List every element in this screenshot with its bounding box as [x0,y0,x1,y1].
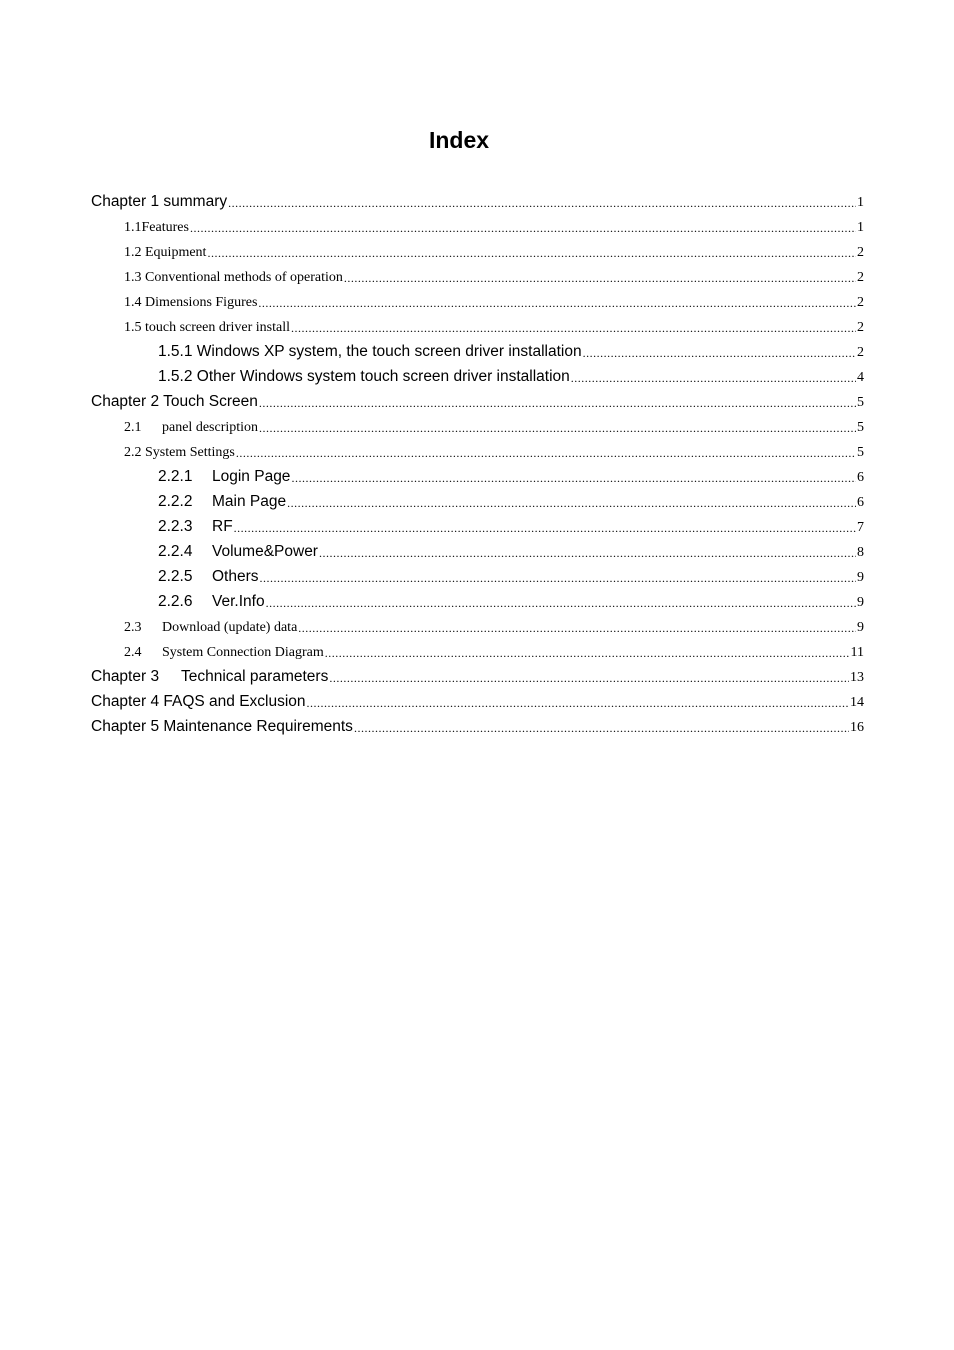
toc-entry-number: 2.2.3 [158,518,193,535]
toc-entry[interactable] [0,415,864,440]
toc-page-number: 5 [857,445,864,460]
toc-page-number: 8 [857,545,864,560]
toc-entry[interactable] [0,440,864,465]
toc-entry-title [124,420,258,436]
dot-leader [287,497,856,511]
dot-leader [583,347,856,361]
toc-entry-number: 2.2.6 [158,593,193,610]
toc-page-number: 16 [850,720,864,735]
toc-entry-title [158,493,286,511]
toc-entry-title [158,518,233,536]
toc-page-number: 9 [857,595,864,610]
toc-entry[interactable] [0,390,864,415]
toc-page-number: 9 [857,570,864,585]
toc-page-number: 7 [857,520,864,535]
toc-entry[interactable] [0,490,864,515]
dot-leader [266,597,856,611]
toc-page-number: 5 [857,395,864,410]
table-of-contents [0,190,954,740]
toc-entry-number: 2.1 [124,420,142,435]
toc-entry[interactable] [0,665,864,690]
toc-entry-text: Volume&Power [212,543,318,560]
toc-entry[interactable] [0,190,864,215]
toc-page-number: 5 [857,420,864,435]
toc-page-number: 4 [857,370,864,385]
dot-leader [319,547,856,561]
toc-entry-text: RF [212,518,233,535]
toc-page-number: 2 [857,320,864,335]
toc-entry[interactable] [0,465,864,490]
dot-leader [325,647,850,661]
toc-entry-text: 1.3 Conventional methods of operation [124,270,343,285]
toc-entry-title [124,620,297,636]
toc-entry[interactable] [0,340,864,365]
toc-entry-title [158,593,265,611]
toc-entry-title [91,718,353,736]
toc-page-number: 6 [857,495,864,510]
toc-entry-title [124,220,189,236]
toc-entry-text: System Connection Diagram [162,645,324,660]
toc-entry[interactable] [0,290,864,315]
toc-entry-number: 2.3 [124,620,142,635]
dot-leader [207,247,856,261]
toc-entry[interactable] [0,215,864,240]
toc-page-number: 14 [850,695,864,710]
dot-leader [298,622,856,636]
dot-leader [259,422,856,436]
toc-entry-text: Chapter 5 Maintenance Requirements [91,718,353,735]
toc-entry-text: 1.5 touch screen driver install [124,320,291,335]
toc-entry[interactable] [0,515,864,540]
dot-leader [236,447,856,461]
toc-page-number: 2 [857,295,864,310]
toc-entry-title [91,193,227,211]
dot-leader [307,697,849,711]
toc-entry[interactable] [0,565,864,590]
toc-entry-number: 2.2.5 [158,568,193,585]
dot-leader [344,272,856,286]
toc-entry-number: 2.2.1 [158,468,193,485]
toc-entry-text: 1.2 Equipment [124,245,207,260]
toc-page-number: 2 [857,345,864,360]
toc-entry-text: 1.1Features [124,220,189,235]
toc-entry-number: Chapter 3 [91,668,160,685]
toc-entry-text: 1.4 Dimensions Figures [124,295,258,310]
toc-entry[interactable] [0,240,864,265]
dot-leader [258,297,856,311]
toc-entry-text: Others [212,568,259,585]
toc-entry-text: 2.2 System Settings [124,445,235,460]
dot-leader [190,222,856,236]
dot-leader [228,197,856,211]
toc-entry-title [158,568,259,586]
toc-entry-title [158,543,318,561]
toc-entry[interactable] [0,640,864,665]
toc-page-number: 2 [857,270,864,285]
toc-entry-text: 1.5.1 Windows XP system, the touch screen driver installation [158,343,582,360]
toc-entry-text: panel description [162,420,259,435]
dot-leader [260,572,856,586]
toc-entry-title [91,393,258,411]
toc-page-number: 9 [857,620,864,635]
toc-entry-number: 2.2.4 [158,543,193,560]
dot-leader [234,522,856,536]
toc-entry-title [158,368,570,386]
toc-entry-text: 1.5.2 Other Windows system touch screen driver installation [158,368,570,385]
toc-entry-text: Technical parameters [181,668,329,685]
toc-entry-title [124,445,235,461]
dot-leader [291,472,856,486]
toc-entry-title [91,668,328,686]
toc-entry-number: 2.4 [124,645,142,660]
toc-entry[interactable] [0,715,864,740]
toc-entry-text: Login Page [212,468,291,485]
toc-page-number: 1 [857,195,864,210]
dot-leader [329,672,849,686]
toc-entry[interactable] [0,615,864,640]
toc-entry-title [158,468,290,486]
toc-entry-text: Chapter 4 FAQS and Exclusion [91,693,306,710]
toc-entry[interactable] [0,365,864,390]
toc-page-number: 2 [857,245,864,260]
toc-page-number: 6 [857,470,864,485]
toc-entry-title [124,295,257,311]
page-title: Index [428,127,490,153]
toc-entry-text: Chapter 1 summary [91,193,228,210]
toc-entry-text: Main Page [212,493,287,510]
toc-page-number: 13 [850,670,864,685]
toc-entry-title [158,343,582,361]
toc-entry-text: Download (update) data [162,620,298,635]
toc-entry-title [124,645,324,661]
toc-entry-title [124,320,290,336]
dot-leader [571,372,856,386]
toc-entry-title [124,245,206,261]
dot-leader [259,397,856,411]
toc-entry-title [91,693,306,711]
toc-entry[interactable] [0,540,864,565]
toc-page-number: 1 [857,220,864,235]
toc-entry-number: 2.2.2 [158,493,193,510]
toc-page-number: 11 [850,645,864,660]
toc-entry[interactable] [0,590,864,615]
toc-entry-text: Ver.Info [212,593,265,610]
dot-leader [354,722,849,736]
toc-entry[interactable] [0,690,864,715]
toc-entry-title [124,270,343,286]
toc-entry[interactable] [0,315,864,340]
toc-entry-text: Chapter 2 Touch Screen [91,393,258,410]
toc-entry[interactable] [0,265,864,290]
dot-leader [291,322,856,336]
